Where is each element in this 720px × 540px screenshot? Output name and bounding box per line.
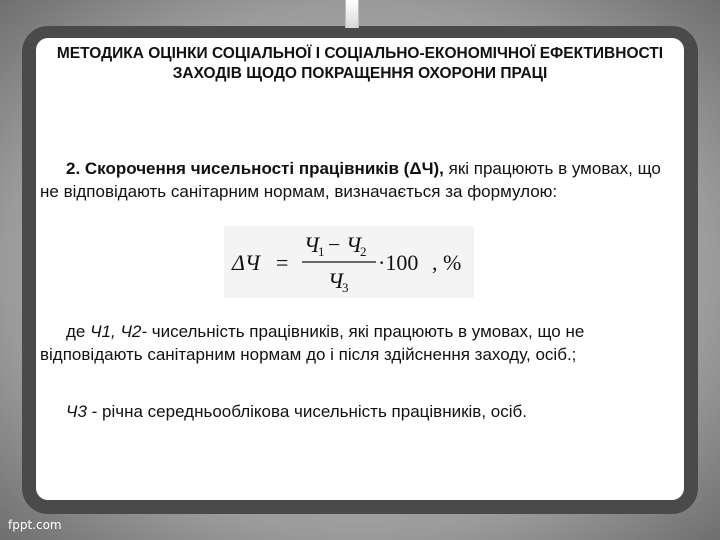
paragraph-definition [40,157,674,203]
ch3-text: - річна середньооблікова чисельність працівників, осіб. [86,402,527,421]
formula-minus: − [328,232,341,257]
where-symbols: Ч1, Ч2- [90,322,148,341]
formula-numerator-b-sub: 2 [360,244,367,259]
formula-numerator-b: Ч [346,232,362,257]
ch3-symbol: Ч3 [66,402,87,421]
formula-numerator-a: Ч [304,232,320,257]
formula-equals: = [276,250,289,275]
formula-multiplier: ·100 [378,250,419,275]
slide-title: МЕТОДИКА ОЦІНКИ СОЦІАЛЬНОЇ І СОЦІАЛЬНО-ЕКОНОМІЧНОЇ ЕФЕКТИВНОСТІ ЗАХОДІВ ЩОДО ПОКРАЩЕННЯ ОХОРОНИ ПРАЦІ [56,45,664,82]
where-text: чисельність працівників, які працюють в умовах, що не відповідають санітарним нормам до і після здійснення заходу, осіб.; [40,322,585,364]
top-decoration [345,0,359,28]
definition-text: які працюють в умовах, що не відповідають санітарним нормам, визначається за формулою: [40,159,661,201]
definition-bold-text: 2. Скорочення чисельності працівників (ΔЧ), [66,159,444,178]
formula-lhs: ΔЧ [232,250,261,275]
formula-denominator-sub: 3 [342,280,349,295]
watermark: fppt.com [8,518,62,532]
paragraph-where [40,320,674,366]
formula-image [224,226,474,298]
formula-numerator-a-sub: 1 [318,244,325,259]
formula-denominator: Ч [328,268,344,293]
paragraph-ch3 [40,400,674,423]
where-prefix: де [66,322,91,341]
formula-unit: , % [432,250,462,275]
